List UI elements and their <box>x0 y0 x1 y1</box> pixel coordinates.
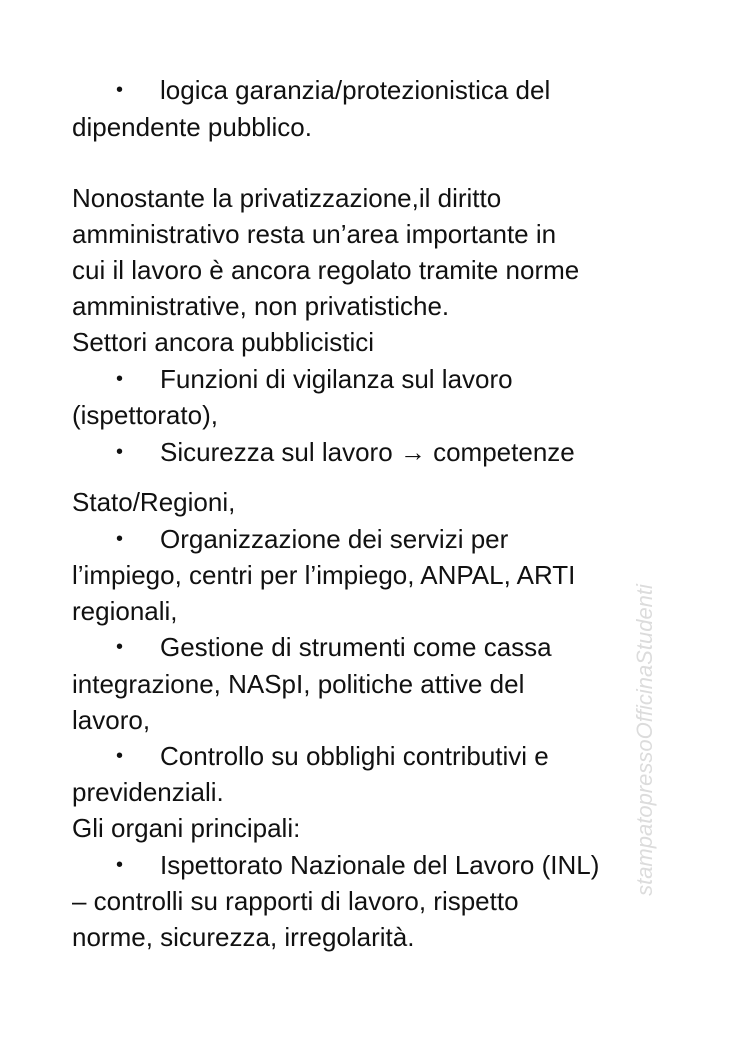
bullet-text: Sicurezza sul lavoro → competenze <box>160 437 575 467</box>
bullet-icon: • <box>116 854 124 876</box>
bullet-icon: • <box>116 636 124 658</box>
text-line: l’impiego, centri per l’impiego, ANPAL, ARTI <box>72 560 576 590</box>
bullet-text: Organizzazione dei servizi per <box>160 524 509 554</box>
bullet-text: Ispettorato Nazionale del Lavoro (INL) <box>160 850 600 880</box>
bullet-text: Controllo su obblighi contributivi e <box>160 741 549 771</box>
bullet-icon: • <box>116 368 124 390</box>
bullet-text: Gestione di strumenti come cassa <box>160 632 552 662</box>
text-line: Settori ancora pubblicistici <box>72 327 375 357</box>
bullet-icon: • <box>116 441 124 463</box>
text-line: regionali, <box>72 596 178 626</box>
bullet-text: logica garanzia/protezionistica del <box>160 75 551 105</box>
text-line: (ispettorato), <box>72 400 218 430</box>
text-line: – controlli su rapporti di lavoro, rispetto <box>72 886 519 916</box>
text-line: integrazione, NASpI, politiche attive del <box>72 669 525 699</box>
text-line: Gli organi principali: <box>72 813 301 843</box>
text-line: Stato/Regioni, <box>72 487 236 517</box>
bullet-icon: • <box>116 79 124 101</box>
text-line: lavoro, <box>72 705 151 735</box>
bullet-icon: • <box>116 745 124 767</box>
text-line: Nonostante la privatizzazione,il diritto <box>72 183 502 213</box>
watermark: stampatopressoOfficinaStudenti <box>632 584 657 896</box>
text-line: cui il lavoro è ancora regolato tramite norme <box>72 255 580 285</box>
text-line: amministrative, non privatistiche. <box>72 291 450 321</box>
text-line: previdenziali. <box>72 777 224 807</box>
text-line: norme, sicurezza, irregolarità. <box>72 922 415 952</box>
bullet-icon: • <box>116 528 124 550</box>
text-line: amministrativo resta un’area importante in <box>72 219 557 249</box>
text-line: dipendente pubblico. <box>72 112 312 142</box>
bullet-text: Funzioni di vigilanza sul lavoro <box>160 364 513 394</box>
